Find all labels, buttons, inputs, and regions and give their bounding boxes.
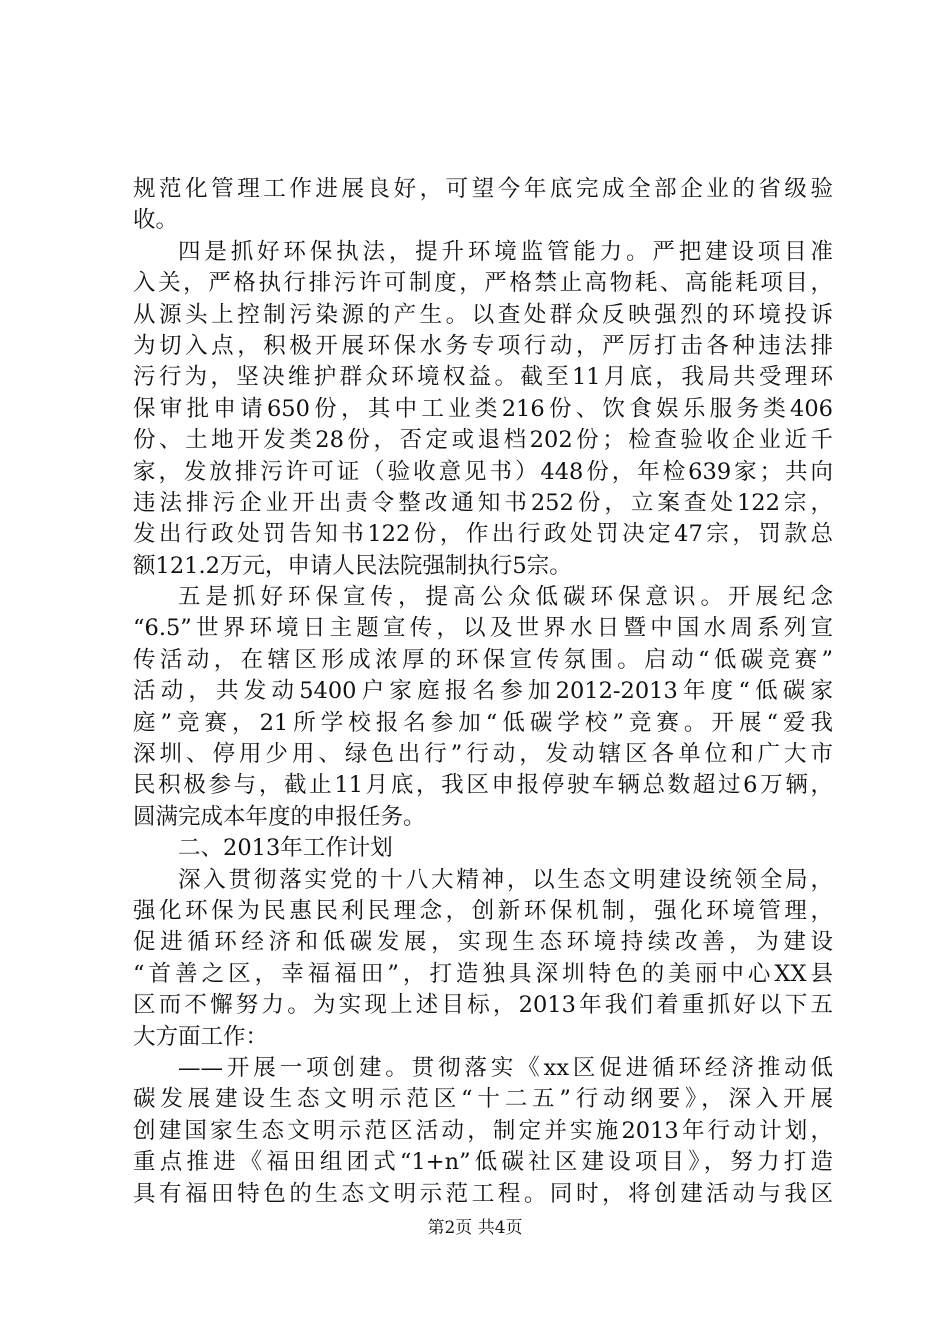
paragraph-start-line: ——开展一项创建。贯彻落实《xx区促进循环经济推动低 xyxy=(178,1054,833,1081)
body-text xyxy=(133,174,833,1210)
text-line: 庭”竞赛，21所学校报名参加“低碳学校”竞赛。开展“爱我 xyxy=(133,709,833,736)
text-line: 民积极参与，截止11月底，我区申报停驶车辆总数超过6万辆， xyxy=(133,772,833,799)
text-line: 重点推进《福田组团式“1+n”低碳社区建设项目》，努力打造 xyxy=(133,1149,833,1176)
text-line: “首善之区，幸福福田”，打造独具深圳特色的美丽中心XX县 xyxy=(133,960,833,987)
text-line: 碳发展建设生态文明示范区“十二五”行动纲要》，深入开展 xyxy=(133,1086,833,1113)
text-line: 从源头上控制污染源的产生。以查处群众反映强烈的环境投诉 xyxy=(133,301,833,328)
text-line: “6.5”世界环境日主题宣传，以及世界水日暨中国水周系列宣 xyxy=(133,615,833,642)
paragraph-start-line: 四是抓好环保执法，提升环境监管能力。严把建设项目准 xyxy=(178,238,833,265)
text-line: 圆满完成本年度的申报任务。 xyxy=(133,803,426,830)
text-line: 为切入点，积极开展环保水务专项行动，严厉打击各种违法排 xyxy=(133,332,833,359)
text-line: 家，发放排污许可证（验收意见书）448份，年检639家；共向 xyxy=(133,458,833,485)
text-line: 创建国家生态文明示范区活动，制定并实施2013年行动计划， xyxy=(133,1117,833,1144)
text-line: 发出行政处罚告知书122份，作出行政处罚决定47宗，罚款总 xyxy=(133,521,833,548)
text-line: 深圳、停用少用、绿色出行”行动，发动辖区各单位和广大市 xyxy=(133,741,833,768)
text-line: 额121.2万元，申请人民法院强制执行5宗。 xyxy=(133,552,572,579)
text-line: 份、土地开发类28份，否定或退档202份；检查验收企业近千 xyxy=(133,427,833,454)
text-line: 入关，严格执行排污许可制度，严格禁止高物耗、高能耗项目， xyxy=(133,270,833,297)
text-line: 具有福田特色的生态文明示范工程。同时，将创建活动与我区 xyxy=(133,1180,833,1207)
text-line: 活动，共发动5400户家庭报名参加2012-2013年度“低碳家 xyxy=(133,678,833,705)
text-line: 强化环保为民惠民利民理念，创新环保机制，强化环境管理， xyxy=(133,897,833,924)
text-line: 保审批申请650份，其中工业类216份、饮食娱乐服务类406 xyxy=(133,395,833,422)
section-heading: 二、2013年工作计划 xyxy=(178,835,393,862)
text-line: 大方面工作： xyxy=(133,1023,269,1050)
text-line: 污行为，坚决维护群众环境权益。截至11月底，我局共受理环 xyxy=(133,364,833,391)
page-number-footer: 第2页 共4页 xyxy=(427,1218,523,1238)
text-line: 收。 xyxy=(133,207,179,234)
text-line: 规范化管理工作进展良好，可望今年底完成全部企业的省级验 xyxy=(133,176,833,202)
paragraph-start-line: 五是抓好环保宣传，提高公众低碳环保意识。开展纪念 xyxy=(178,584,833,611)
text-line: 违法排污企业开出责令整改通知书252份，立案查处122宗， xyxy=(133,489,833,516)
paragraph-start-line: 深入贯彻落实党的十八大精神，以生态文明建设统领全局， xyxy=(178,866,833,893)
text-line: 促进循环经济和低碳发展，实现生态环境持续改善，为建设 xyxy=(133,929,833,956)
text-line: 传活动，在辖区形成浓厚的环保宣传氛围。启动“低碳竞赛” xyxy=(133,646,833,673)
text-line: 区而不懈努力。为实现上述目标，2013年我们着重抓好以下五 xyxy=(133,992,833,1019)
